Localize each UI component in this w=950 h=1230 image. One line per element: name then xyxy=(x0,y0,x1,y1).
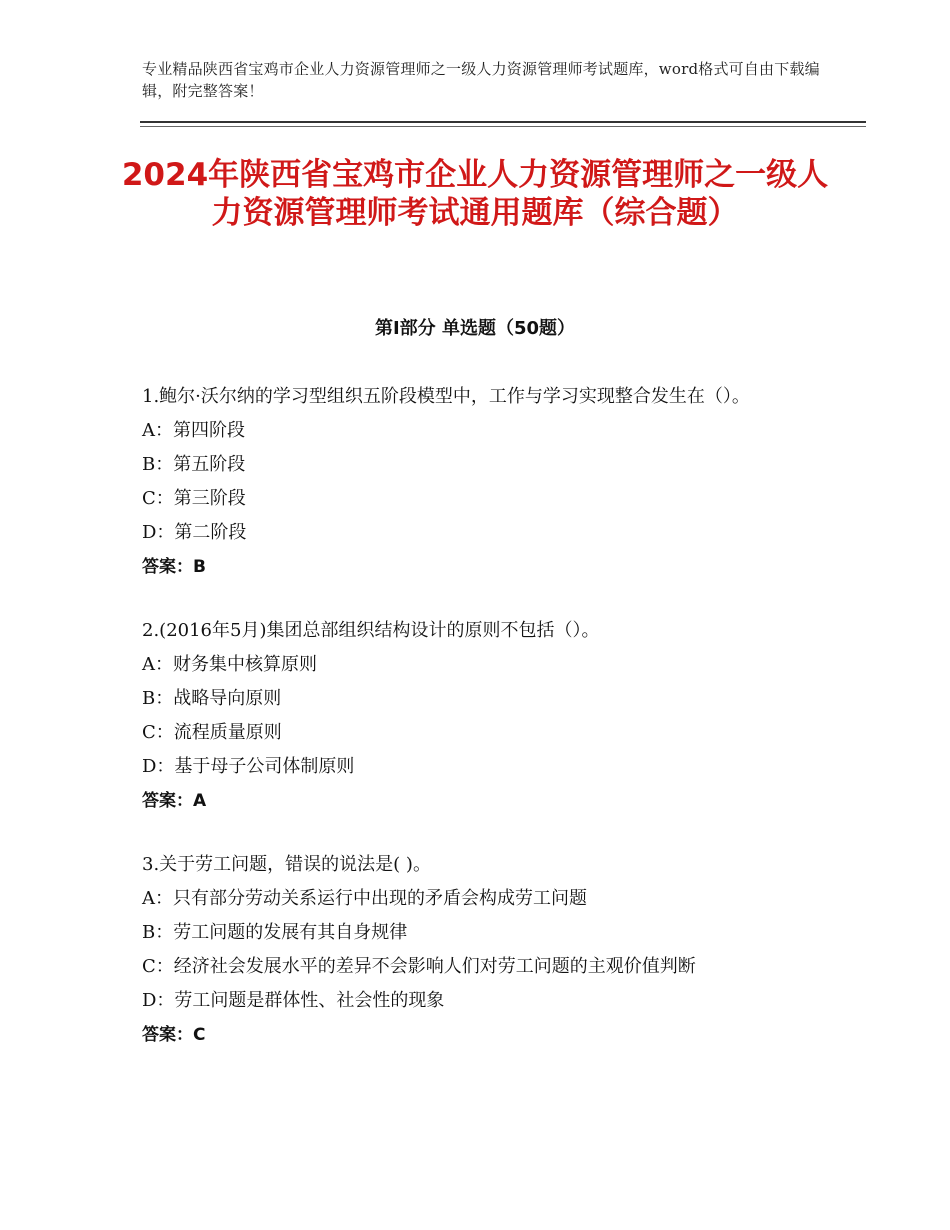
option-c: C：经济社会发展水平的差异不会影响人们对劳工问题的主观价值判断 xyxy=(142,956,696,977)
question-1 xyxy=(142,380,822,584)
section-title: 第Ⅰ部分 单选题（50题） xyxy=(374,318,575,339)
option-d: D：劳工问题是群体性、社会性的现象 xyxy=(142,990,445,1011)
option-c: C：流程质量原则 xyxy=(142,722,282,743)
header-rule-thin xyxy=(140,126,866,127)
question-stem: 1.鲍尔·沃尔纳的学习型组织五阶段模型中，工作与学习实现整合发生在（）。 xyxy=(142,386,750,407)
option-c: C：第三阶段 xyxy=(142,488,246,509)
option-d: D：基于母子公司体制原则 xyxy=(142,756,355,777)
option-b: B：劳工问题的发展有其自身规律 xyxy=(142,922,408,943)
question-list xyxy=(142,380,822,1082)
question-stem: 2.(2016年5月)集团总部组织结构设计的原则不包括（）。 xyxy=(142,620,600,641)
answer: 答案：A xyxy=(142,791,207,811)
answer: 答案：B xyxy=(142,557,206,577)
header-note: 专业精品陕西省宝鸡市企业人力资源管理师之一级人力资源管理师考试题库，word格式可自由下载编辑，附完整答案！ xyxy=(142,60,820,100)
header-rule-thick xyxy=(140,121,866,123)
document-title: 2024年陕西省宝鸡市企业人力资源管理师之一级人力资源管理师考试通用题库（综合题） xyxy=(121,157,829,231)
option-d: D：第二阶段 xyxy=(142,522,247,543)
answer: 答案：C xyxy=(142,1025,206,1045)
option-b: B：战略导向原则 xyxy=(142,688,282,709)
option-a: A：第四阶段 xyxy=(142,420,245,441)
question-2 xyxy=(142,614,822,818)
option-a: A：财务集中核算原则 xyxy=(142,654,317,675)
question-3 xyxy=(142,848,822,1052)
question-stem: 3.关于劳工问题，错误的说法是( )。 xyxy=(142,854,431,875)
option-b: B：第五阶段 xyxy=(142,454,246,475)
option-a: A：只有部分劳动关系运行中出现的矛盾会构成劳工问题 xyxy=(142,888,587,909)
